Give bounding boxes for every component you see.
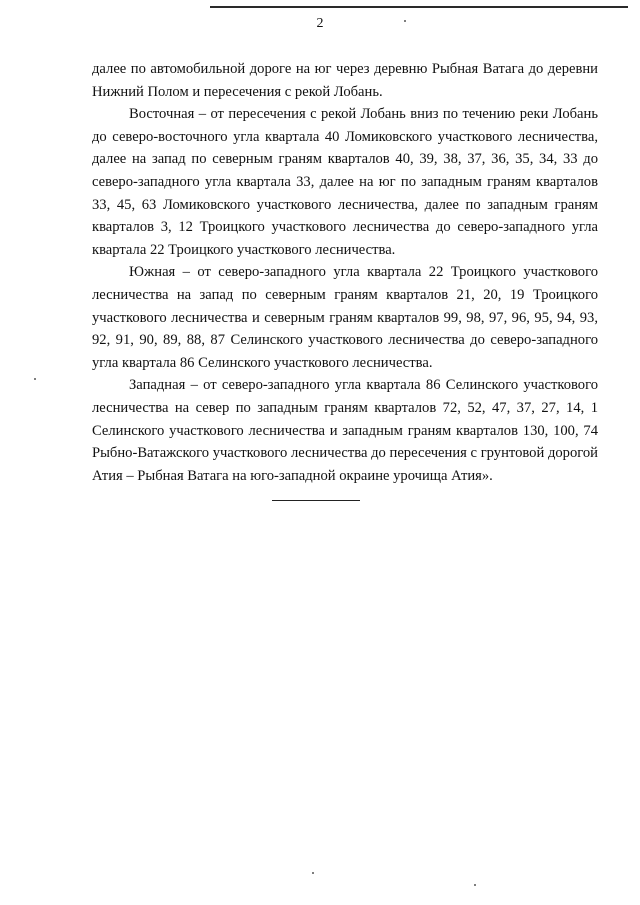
paragraph-south-boundary: Южная – от северо-западного угла квартала 22 Троицкого участкового лесничества на запад по северным граням кварталов 21, 20, 19 Троицкого участкового лесничества и северным граням кварталов 99, 98, 97, 96, 95, 94, 93, 92, 91, 90, 89, 88, 87 Селинского участкового лесничества до северо-западного угла квартала 86 Селинского участкового лесничества.: [92, 264, 598, 371]
scan-edge-line: [210, 6, 628, 8]
page-number: 2: [316, 16, 324, 31]
scan-speck: [34, 378, 36, 380]
scan-speck: [312, 872, 314, 874]
paragraph-continuation: далее по автомобильной дороге на юг через деревню Рыбная Ватага до деревни Нижний Полом и пересечения с рекой Лобань.: [92, 61, 598, 100]
document-body: [92, 58, 598, 487]
end-separator-line: [272, 500, 360, 501]
scan-speck: [474, 884, 476, 886]
paragraph-east-boundary: Восточная – от пересечения с рекой Лобань вниз по течению реки Лобань до северо-восточного угла квартала 40 Ломиковского участкового лесничества, далее на запад по северным граням кварталов 40, 39, 38, 37, 36, 35, 34, 33 до северо-западного угла квартала 33, далее на юг по западным граням кварталов 33, 45, 63 Ломиковского участкового лесничества, далее по западным граням кварталов 3, 12 Троицкого участкового лесничества до северо-западного угла квартала 22 Троицкого участкового лесничества.: [92, 106, 598, 258]
paragraph-west-boundary: Западная – от северо-западного угла квартала 86 Селинского участкового лесничества на север по западным граням кварталов 72, 52, 47, 37, 27, 14, 1 Селинского участкового лесничества и западным граням кварталов 130, 100, 74 Рыбно-Ватажского участкового лесничества до пересечения с грунтовой дорогой Атия – Рыбная Ватага на юго-западной окраине урочища Атия».: [92, 377, 598, 484]
scan-speck: [404, 20, 406, 22]
